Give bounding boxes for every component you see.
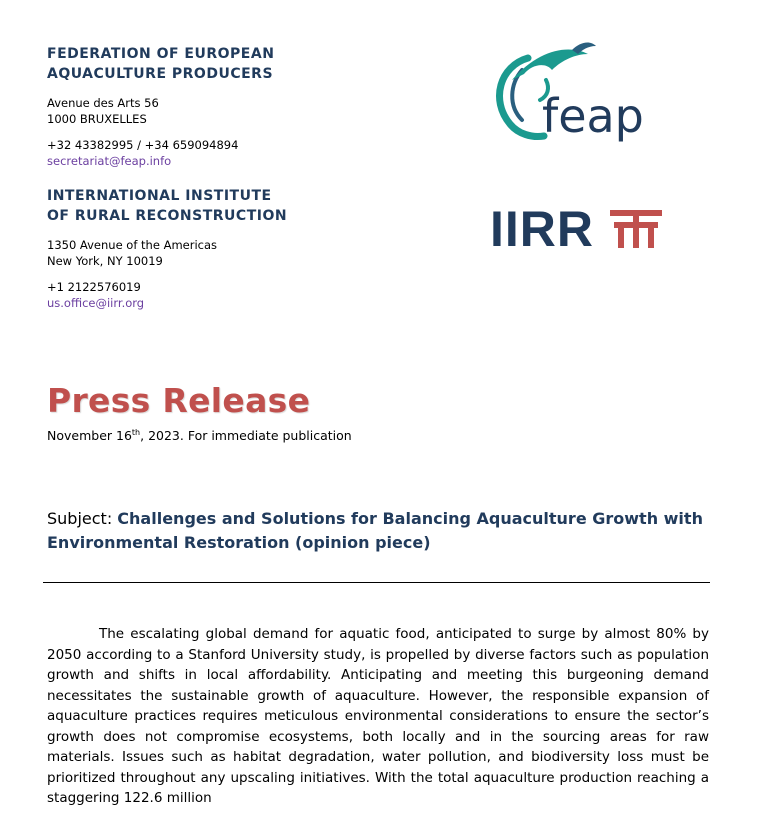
iirr-address-line1: 1350 Avenue of the Americas [47, 238, 218, 252]
date-suffix: , 2023. For immediate publication [140, 428, 352, 444]
feap-contact [47, 137, 238, 169]
feap-address-line1: Avenue des Arts 56 [47, 96, 159, 110]
iirr-emblem-icon [610, 210, 662, 248]
feap-logo-text: feap [542, 89, 644, 143]
date-suffix-ordinal: th [131, 428, 141, 437]
feap-name-line2: AQUACULTURE PRODUCERS [47, 66, 274, 82]
feap-logo-mark [488, 40, 678, 145]
subject-label: Subject: [47, 509, 113, 528]
feap-logo [488, 40, 678, 149]
iirr-logo-text: IIRR [490, 201, 594, 255]
iirr-phone: +1 2122576019 [47, 280, 141, 294]
press-release-title: Press Release [47, 381, 311, 420]
iirr-address-line2: New York, NY 10019 [47, 254, 163, 268]
feap-address-line2: 1000 BRUXELLES [47, 112, 147, 126]
subject-text: Challenges and Solutions for Balancing Aquaculture Growth with Environmental Restoration (opinion piece) [47, 509, 703, 552]
feap-email-link[interactable]: secretariat@feap.info [47, 154, 172, 168]
release-date [47, 428, 352, 443]
iirr-name-line2: OF RURAL RECONSTRUCTION [47, 208, 288, 224]
divider [43, 582, 710, 583]
body-paragraph: The escalating global demand for aquatic food, anticipated to surge by almost 80% by 2050 according to a Stanford University study, is propelled by diverse factors such as population growth and shifts in local affordability. Anticipating and meeting this burgeoning demand necessitates the sustainable growth of aquaculture. However, the responsible expansion of aquaculture practices requires meticulous environmental considerations to ensure the sector’s growth does not compromise ecosystems, both locally and in the sourcing areas for raw materials. Issues such as habitat degradation, water pollution, and biodiversity loss must be prioritized throughout any upscaling initiatives. With the total aquaculture production reaching a staggering 122.6 million [47, 626, 709, 806]
feap-name-line1: FEDERATION OF EUROPEAN [47, 46, 275, 62]
iirr-name-line1: INTERNATIONAL INSTITUTE [47, 188, 272, 204]
iirr-contact [47, 279, 144, 311]
feap-phone: +32 43382995 / +34 659094894 [47, 138, 239, 152]
iirr-email-link[interactable]: us.office@iirr.org [47, 296, 145, 310]
subject-line [47, 507, 707, 555]
iirr-org-name [47, 186, 287, 226]
feap-org-name [47, 44, 274, 84]
iirr-address [47, 237, 217, 269]
feap-address [47, 95, 159, 127]
date-prefix: November 16 [47, 428, 132, 444]
iirr-logo-mark [490, 200, 675, 255]
iirr-logo [490, 200, 675, 259]
